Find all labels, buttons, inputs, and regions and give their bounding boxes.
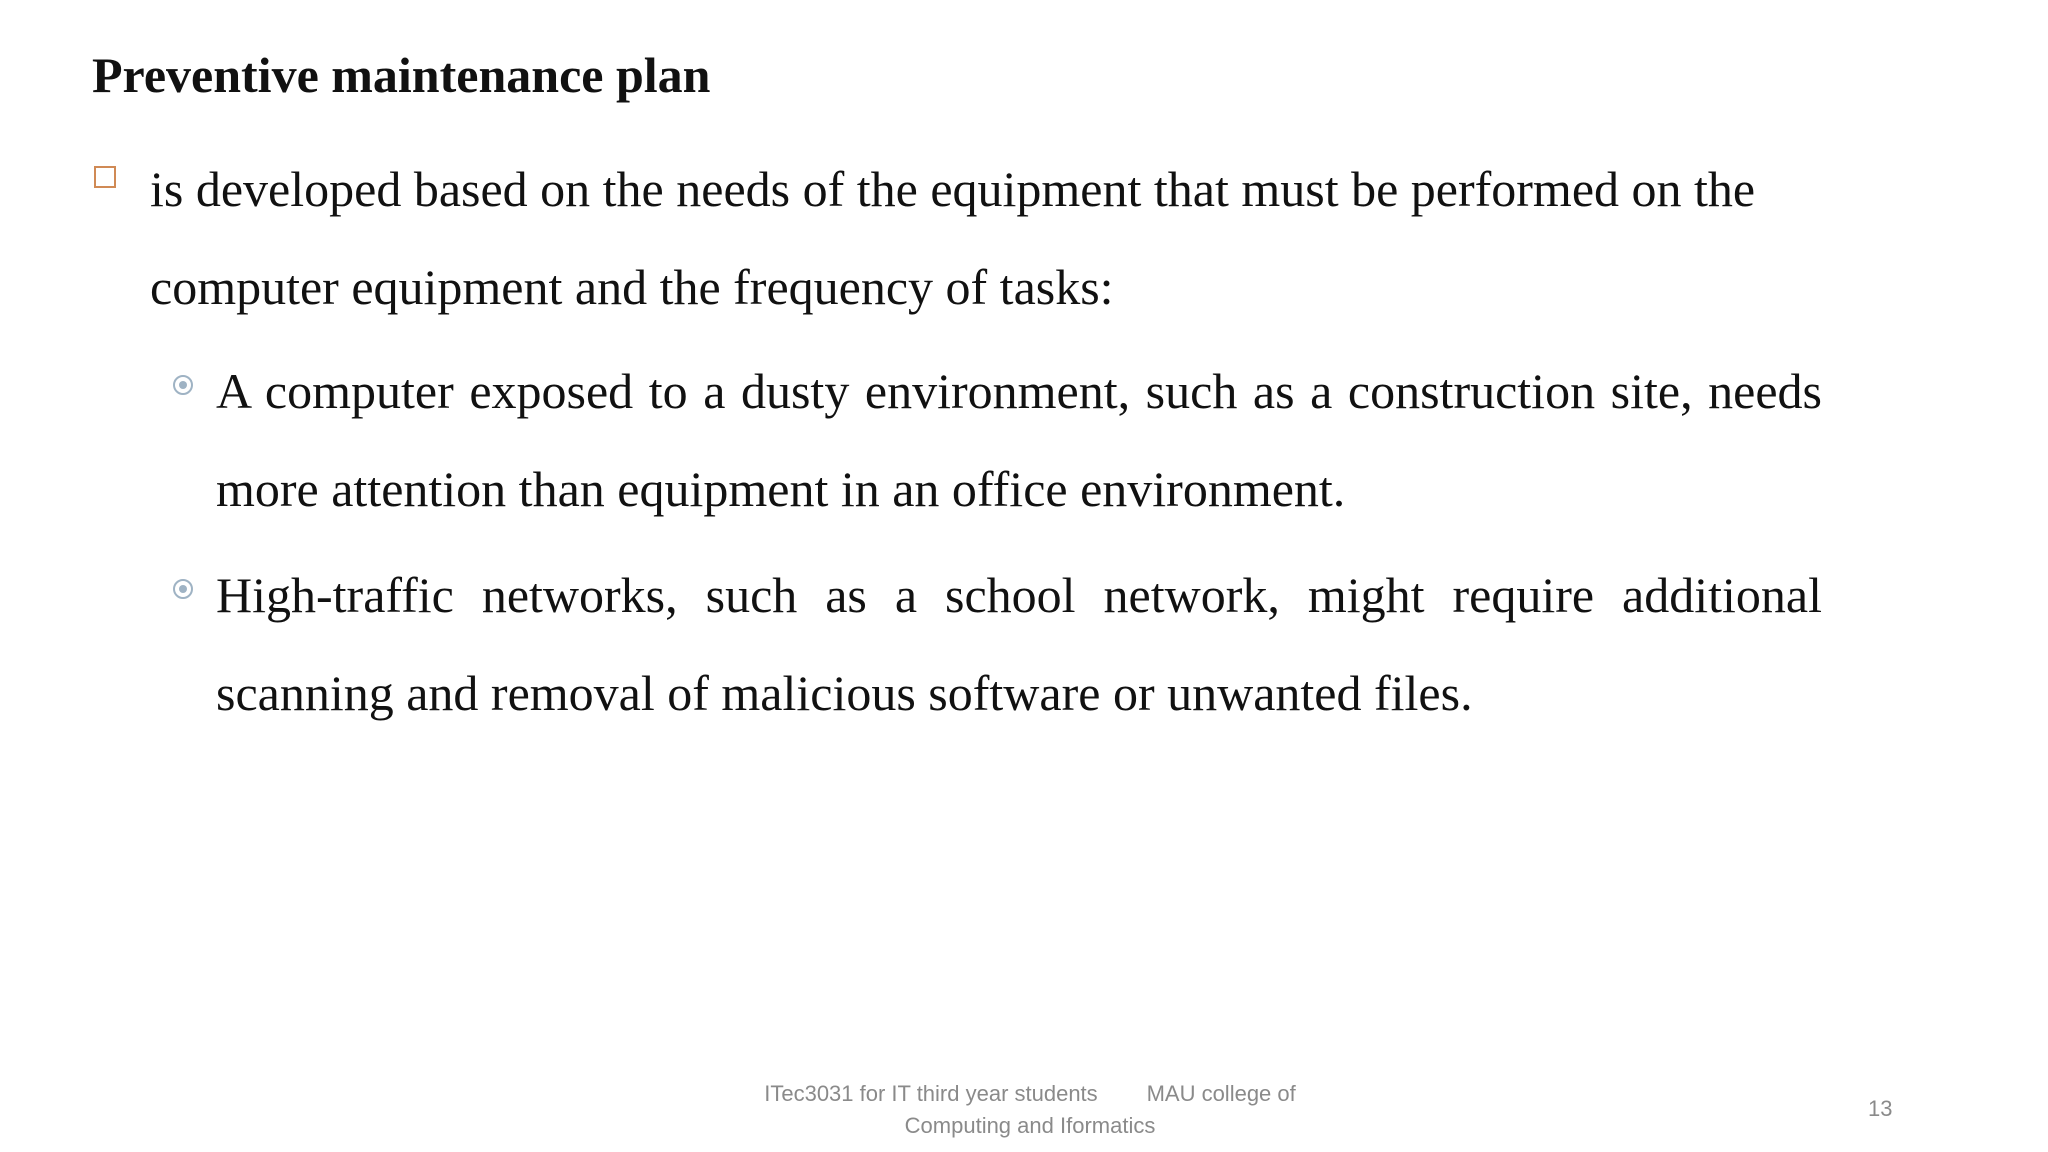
bullet-item-level2: A computer exposed to a dusty environment, such as a construction site, needs more attention than equipment in an office environment.: [216, 363, 1822, 517]
hollow-square-icon: [94, 166, 116, 188]
bullet-item-level2: High-traffic networks, such as a school network, might require additional scanning and removal of malicious software or unwanted files.: [216, 567, 1822, 721]
slide-title: Preventive maintenance plan: [92, 47, 711, 103]
slide-footer: [730, 1078, 1330, 1142]
page-number: 13: [1868, 1096, 1893, 1121]
circle-dot-icon: [172, 578, 194, 600]
circle-dot-icon: [172, 374, 194, 396]
bullet-item-level1: is developed based on the needs of the equipment that must be performed on the computer equipment and the frequency of tasks:: [150, 161, 1756, 315]
footer-line-2: Computing and Iformatics: [904, 1113, 1156, 1138]
footer-line-1: ITec3031 for IT third year students MAU college of: [764, 1081, 1296, 1106]
